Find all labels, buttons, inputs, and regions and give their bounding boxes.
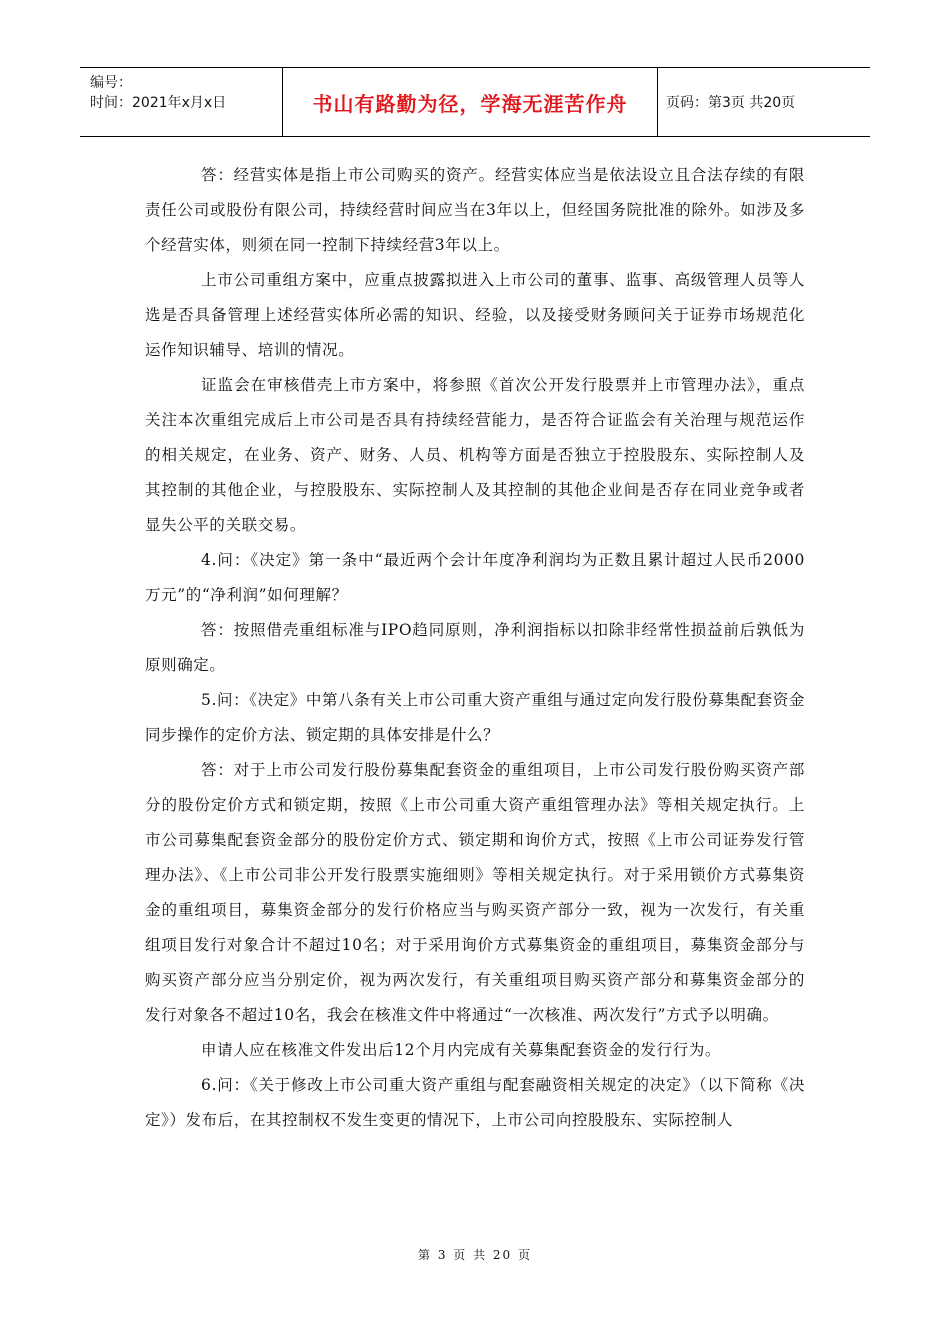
question-paragraph: 5.问：《决定》中第八条有关上市公司重大资产重组与通过定向发行股份募集配套资金同步操作的定价方法、锁定期的具体安排是什么？: [145, 691, 805, 744]
paragraph: 申请人应在核准文件发出后12个月内完成有关募集配套资金的发行行为。: [201, 1041, 722, 1059]
page-header: [80, 67, 870, 137]
answer-paragraph: 答：按照借壳重组标准与IPO趋同原则，净利润指标以扣除非经常性损益前后孰低为原则确定。: [145, 621, 805, 674]
motto: 书山有路勤为径，学海无涯苦作舟: [312, 91, 628, 116]
header-page-cell: [658, 68, 870, 136]
page-footer: 第 3 页 共 20 页: [418, 1248, 532, 1262]
document-date: 时间：2021年x月x日: [90, 95, 227, 111]
question-paragraph: 4.问：《决定》第一条中“最近两个会计年度净利润均为正数且累计超过人民币2000万元”的“净利润”如何理解？: [145, 551, 805, 604]
answer-paragraph: 答：对于上市公司发行股份募集配套资金的重组项目，上市公司发行股份购买资产部分的股份定价方式和锁定期，按照《上市公司重大资产重组管理办法》等相关规定执行。上市公司募集配套资金部分的股份定价方式、锁定期和询价方式，按照《上市公司证券发行管理办法》、《上市公司非公开发行股票实施细则》等相关规定执行。对于采用锁价方式募集资金的重组项目，募集资金部分的发行价格应当与购买资产部分一致，视为一次发行，有关重组项目发行对象合计不超过10名；对于采用询价方式募集资金的重组项目，募集资金部分与购买资产部分应当分别定价，视为两次发行，有关重组项目购买资产部分和募集资金部分的发行对象各不超过10名，我会在核准文件中将通过“一次核准、两次发行”方式予以明确。: [145, 761, 805, 1024]
paragraph: 证监会在审核借壳上市方案中，将参照《首次公开发行股票并上市管理办法》，重点关注本次重组完成后上市公司是否具有持续经营能力，是否符合证监会有关治理与规范运作的相关规定，在业务、资产、财务、人员、机构等方面是否独立于控股股东、实际控制人及其控制的其他企业，与控股股东、实际控制人及其控制的其他企业间是否存在同业竞争或者显失公平的关联交易。: [145, 376, 805, 534]
paragraph: 上市公司重组方案中，应重点披露拟进入上市公司的董事、监事、高级管理人员等人选是否具备管理上述经营实体所必需的知识、经验，以及接受财务顾问关于证券市场规范化运作知识辅导、培训的情况。: [145, 271, 805, 359]
page-indicator: 页码：第3页 共20页: [666, 95, 796, 111]
paragraph: 答：经营实体是指上市公司购买的资产。经营实体应当是依法设立且合法存续的有限责任公司或股份有限公司，持续经营时间应当在3年以上，但经国务院批准的除外。如涉及多个经营实体，则须在同一控制下持续经营3年以上。: [145, 166, 805, 254]
header-motto-cell: [283, 68, 658, 136]
document-body: [145, 158, 805, 1138]
header-meta: [80, 68, 283, 136]
document-number: 编号：: [90, 75, 132, 91]
question-paragraph: 6.问：《关于修改上市公司重大资产重组与配套融资相关规定的决定》（以下简称《决定》）发布后，在其控制权不发生变更的情况下，上市公司向控股股东、实际控制人: [145, 1076, 805, 1129]
